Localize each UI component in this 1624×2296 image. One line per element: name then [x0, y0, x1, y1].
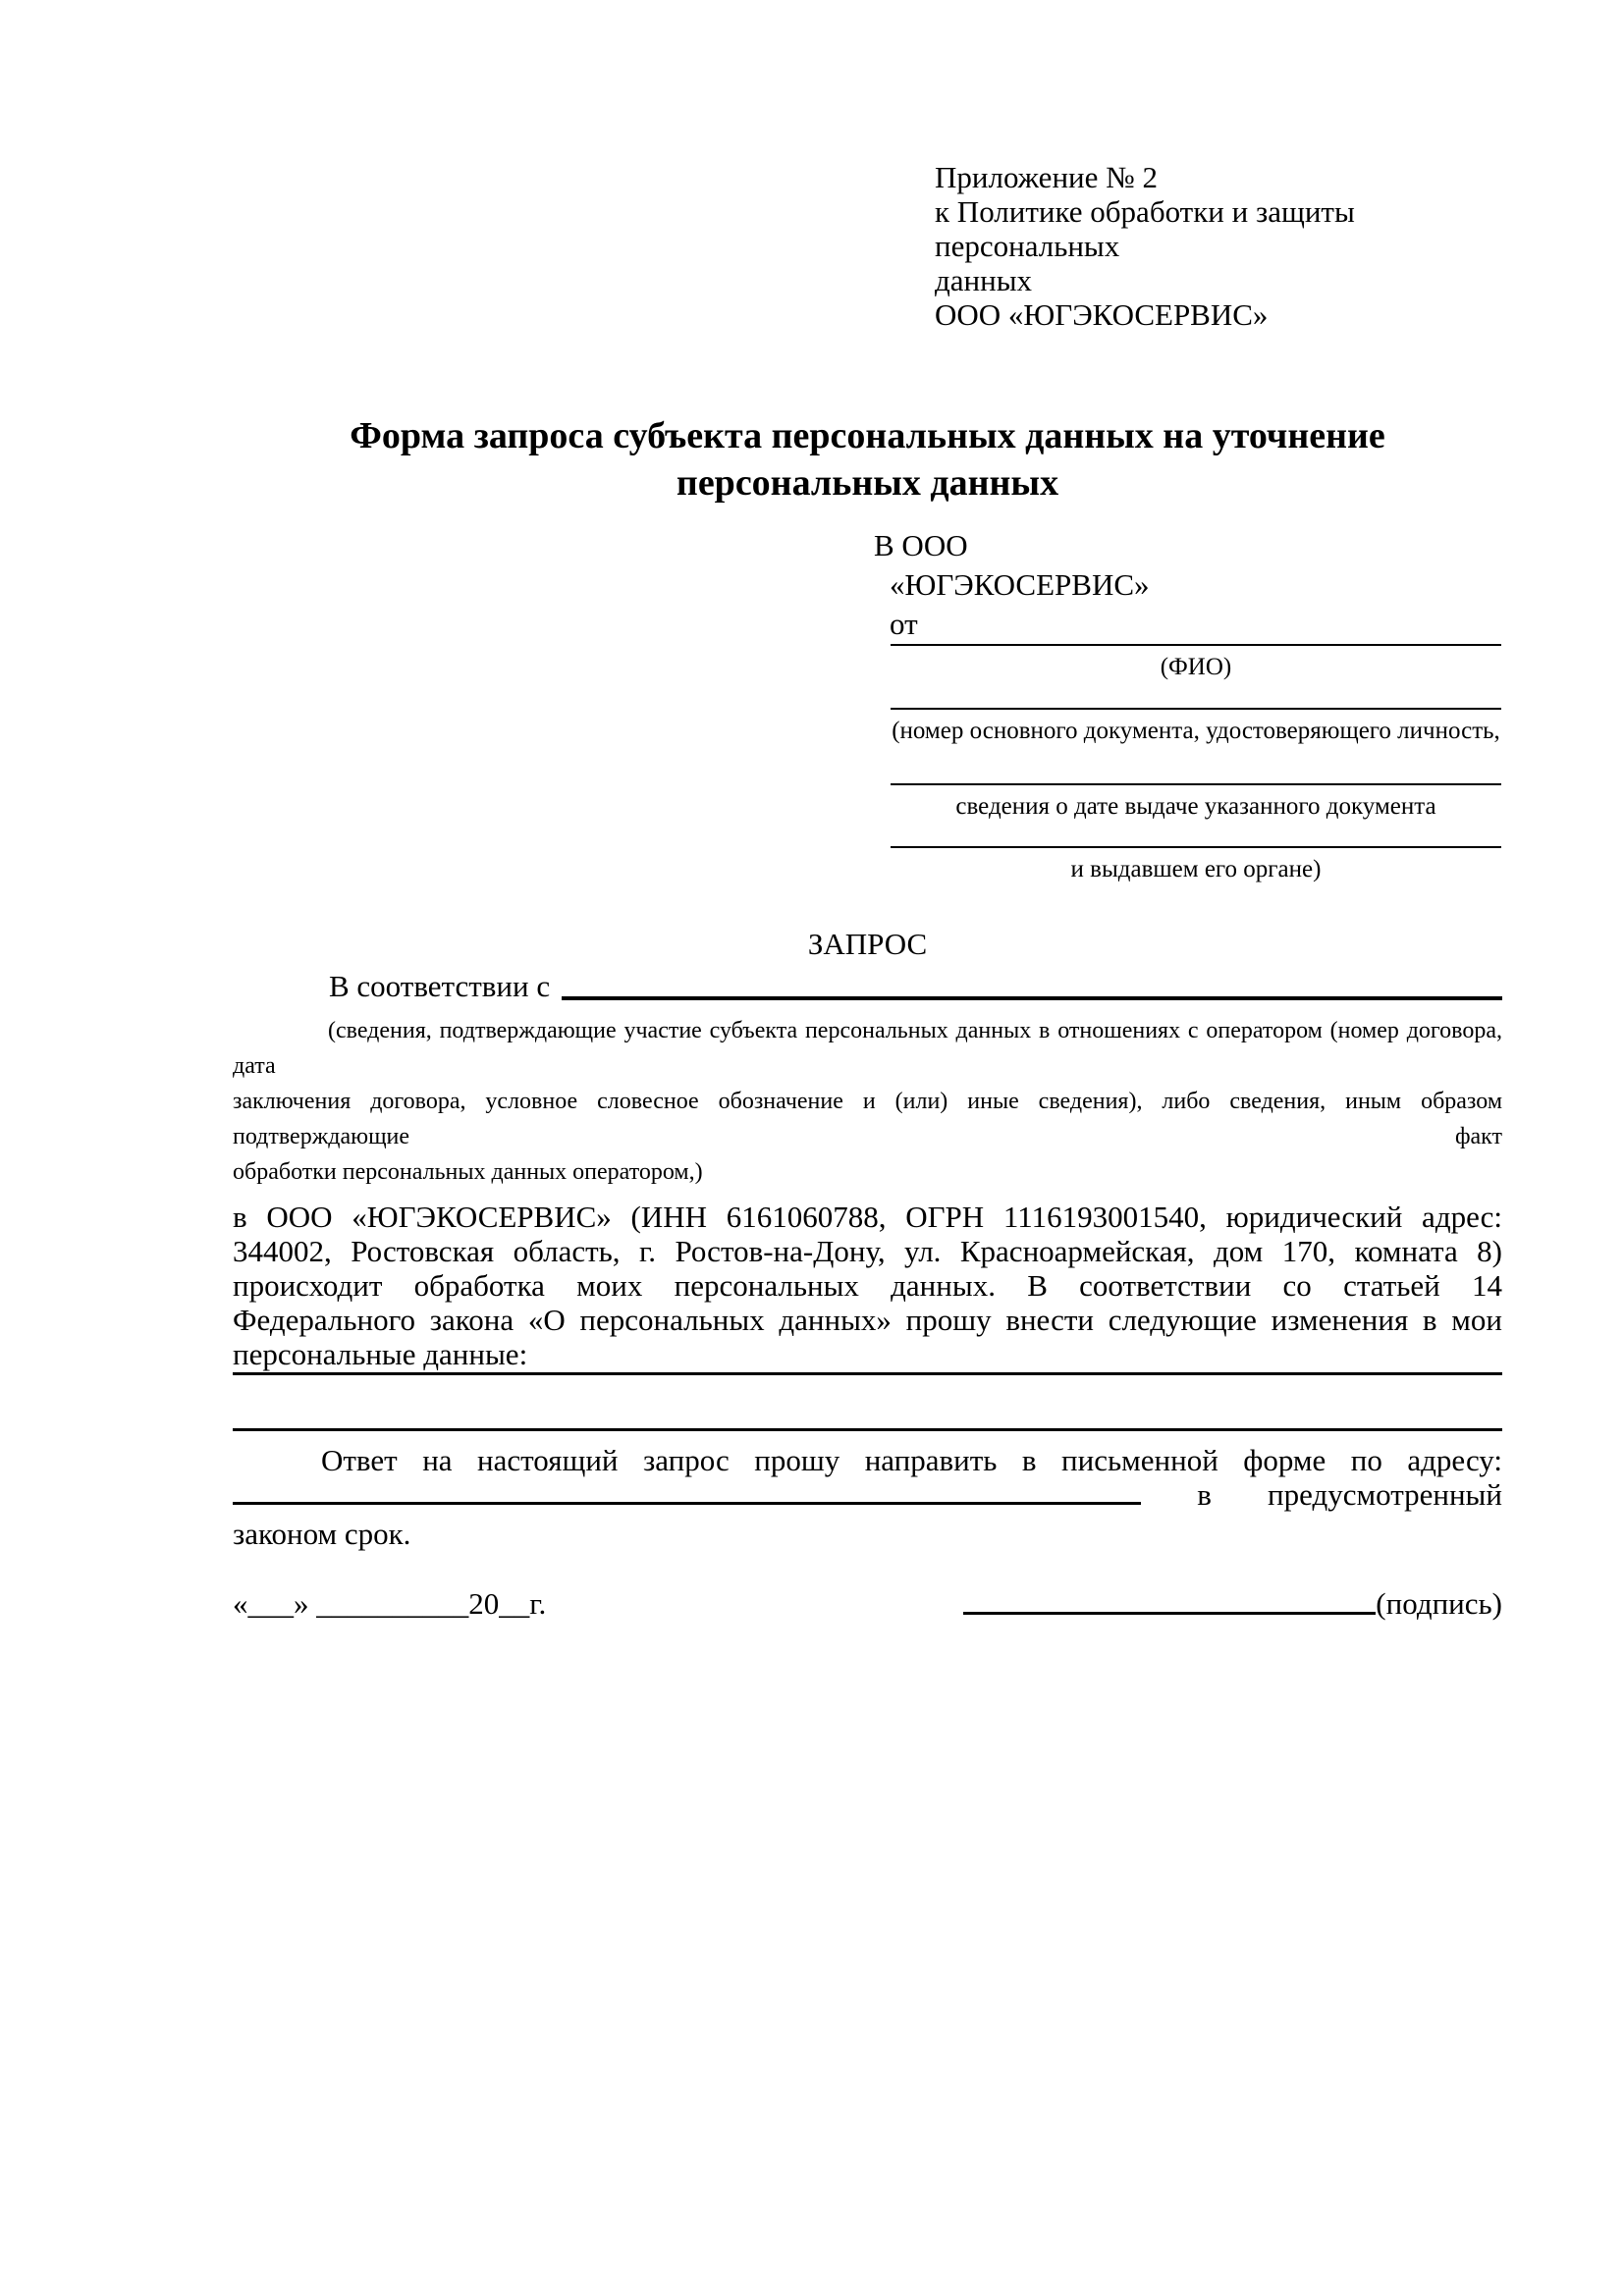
accordance-line: [233, 969, 1502, 1003]
reply-address-line: [233, 1477, 1502, 1512]
document-number-caption: (номер основного документа, удостоверяющего личность,: [892, 718, 1500, 744]
appendix-note-line: к Политике обработки и защиты персональных: [935, 194, 1355, 263]
signature-group: [963, 1586, 1502, 1621]
request-heading: ЗАПРОС: [807, 927, 928, 961]
accordance-blank-line: [562, 969, 1502, 1000]
note-line: обработки персональных данных оператором,): [233, 1159, 703, 1185]
appendix-note: [935, 160, 1502, 332]
page-title: [233, 412, 1502, 507]
reply-word: предусмотренный: [1268, 1477, 1502, 1512]
field-fio: [891, 644, 1501, 680]
accordance-lead: В соответствии с: [329, 969, 551, 1003]
signature-caption: (подпись): [1376, 1586, 1502, 1621]
body-paragraph: [233, 1200, 1502, 1371]
addressee-line: от: [890, 607, 918, 641]
page-content: [233, 0, 1502, 1621]
page-title-line: Форма запроса субъекта персональных данных на уточнение: [350, 415, 1385, 456]
field-issuing-authority: [891, 846, 1501, 882]
fio-caption: (ФИО): [1160, 654, 1232, 680]
field-issue-date: [891, 783, 1501, 820]
note-line: (сведения, подтверждающие участие субъекта персональных данных в отношениях с оператором (номер договора, дата: [233, 1018, 1502, 1079]
page-title-line: персональных данных: [676, 462, 1059, 504]
issuing-authority-caption: и выдавшем его органе): [1070, 856, 1322, 882]
field-document-number: [891, 708, 1501, 744]
explanatory-note: [233, 1013, 1502, 1190]
body-line: персональные данные:: [233, 1337, 528, 1371]
changes-blank-line-2: [233, 1428, 1502, 1431]
body-line: Федерального закона «О персональных данных» прошу внести следующие изменения в мои: [233, 1303, 1502, 1337]
appendix-note-line: данных: [935, 263, 1033, 297]
date-signature-row: [233, 1586, 1502, 1621]
appendix-note-line: Приложение № 2: [935, 160, 1158, 194]
body-line: в ООО «ЮГЭКОСЕРВИС» (ИНН 6161060788, ОГРН 1116193001540, юридический адрес:: [233, 1200, 1502, 1234]
addressee-line: «ЮГЭКОСЕРВИС»: [890, 567, 1150, 602]
address-blank-line: [233, 1502, 1141, 1505]
reply-paragraph-line: Ответ на настоящий запрос прошу направить в письменной форме по адресу:: [321, 1443, 1502, 1477]
reply-word: в: [1197, 1477, 1212, 1512]
addressee-line: В ООО: [874, 528, 968, 562]
body-line: происходит обработка моих персональных данных. В соответствии со статьей 14: [233, 1268, 1502, 1303]
appendix-note-line: ООО «ЮГЭКОСЕРВИС»: [935, 297, 1269, 332]
signature-blank-line: [963, 1612, 1376, 1615]
changes-blank-line-1: [233, 1372, 1502, 1375]
body-line: 344002, Ростовская область, г. Ростов-на-Дону, ул. Красноармейская, дом 170, комната 8): [233, 1234, 1502, 1268]
date-fill-in: «___» __________20__г.: [233, 1586, 547, 1621]
note-line: заключения договора, условное словесное обозначение и (или) иные сведения), либо сведения, иным образом подтверждающие факт: [233, 1089, 1502, 1149]
addressee-block: [874, 526, 1502, 644]
issue-date-caption: сведения о дате выдаче указанного документа: [955, 793, 1436, 820]
reply-paragraph-line: законом срок.: [233, 1517, 411, 1551]
fill-in-fields: [891, 644, 1501, 882]
